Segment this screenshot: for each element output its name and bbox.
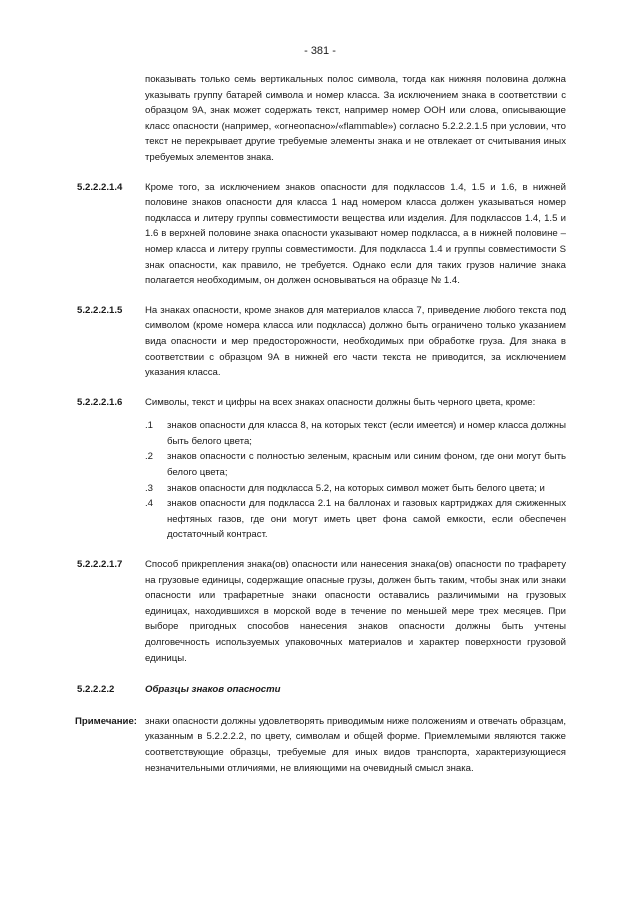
section-number: 5.2.2.2.1.5 [77,304,123,316]
note-text: знаки опасности должны удовлетворять приводимым ниже положениям и отвечать образцам, указанным в 5.2.2.2.2, по цвету, символам и общей форме. Приемлемыми являются также соответствующие образцы, требуемые для иных видов транспорта, характеризующиеся незначительными отличиями, не влияющими на очевидный смысл знака. [145,715,566,774]
intro-paragraph [0,72,640,166]
list-item-number: .1 [145,420,154,432]
list-item-number: .2 [145,451,154,463]
section-number: 5.2.2.2.1.7 [77,559,123,571]
section-text: Способ прикрепления знака(ов) опасности или нанесения знака(ов) опасности по трафарету на грузовые единицы, содержащие опасные грузы, должен быть таким, чтобы знак или знаки опасности или трафаретные знаки опасности оставались различимыми на грузовых единицах, находившихся в морской воде в течение по меньшей мере трех месяцев. При выборе пригодных способов нанесения знаков опасности должны быть учтены долговечность используемых упаковочных материалов и характер поверхности грузовой единицы. [145,559,566,664]
page-number: - 381 - [304,45,336,57]
intro-text: показывать только семь вертикальных полос символа, тогда как нижняя половина должна указывать группу батарей символа и номер класса. За исключением знака в соответствии с образцом 9А, знак может содержать текст, например номер ООН или слова, описывающие класс опасности (например, «огнеопасно»/«flammable») согласно 5.2.2.2.1.5 при условии, что текст не перекрывает другие требуемые элементы знака и не отвлекает от считывания иных требуемых элементов знака. [145,74,566,163]
note-paragraph [0,714,640,776]
section-5-2-2-2-1-5 [0,303,640,381]
list-item-text: знаков опасности для подкласса 5.2, на которых символ может быть белого цвета; и [167,482,545,494]
list-item [0,449,640,480]
list-item [0,496,640,543]
list-item-text: знаков опасности с полностью зеленым, красным или синим фоном, где они могут быть белого цвета; [167,451,566,479]
section-5-2-2-2-1-7 [0,557,640,666]
section-5-2-2-2-1-6 [0,395,640,411]
section-5-2-2-2-1-4 [0,180,640,289]
section-heading: Образцы знаков опасности [145,684,281,696]
list-item-number: .3 [145,482,154,494]
section-number: 5.2.2.2.1.6 [77,396,123,408]
section-number: 5.2.2.2.1.4 [77,181,123,193]
section-text: Кроме того, за исключением знаков опасности для подклассов 1.4, 1.5 и 1.6, в нижней половине знаков опасности для класса 1 над номером класса должен указываться номер подкласса и литеру группы совместимости вещества или изделия. Для подклассов 1.4, 1.5 и 1.6 в верхней половине знака опасности указывают номер подкласса, а в нижней половине – номер класса и литеру группы совместимости. Для подкласса 1.4 и группы совместимости S знак опасности, как правило, не требуется. Однако если для таких грузов наличие знака полагается необходимым, он должен основываться на образце № 1.4. [145,181,566,287]
list-item-number: .4 [145,498,154,510]
section-5-2-2-2-2-heading [0,682,640,698]
section-text: Символы, текст и цифры на всех знаках опасности должны быть черного цвета, кроме: [145,396,536,408]
list-item-text: знаков опасности для подкласса 2.1 на баллонах и газовых картриджах для сжиженных нефтяных газов, где они могут иметь цвет фона самой емкости, если обеспечен достаточный контраст. [167,498,566,541]
list-item [0,481,640,497]
list-item-text: знаков опасности для класса 8, на которых текст (если имеется) и номер класса должны быть белого цвета; [167,420,566,447]
document-body [0,72,640,776]
note-label: Примечание: [75,715,137,727]
color-exceptions-list [0,418,640,543]
list-item [0,418,640,449]
section-text: На знаках опасности, кроме знаков для материалов класса 7, приведение любого текста под символом (кроме номера класса или подкласса) должно быть ограничено только указанием вида опасности и мер предосторожности, необходимых при обработке груза. Для знака в соответствии с образцом 9А в нижней его части текста не приводится, за исключением указания класса. [145,304,566,379]
section-number: 5.2.2.2.2 [77,684,115,696]
